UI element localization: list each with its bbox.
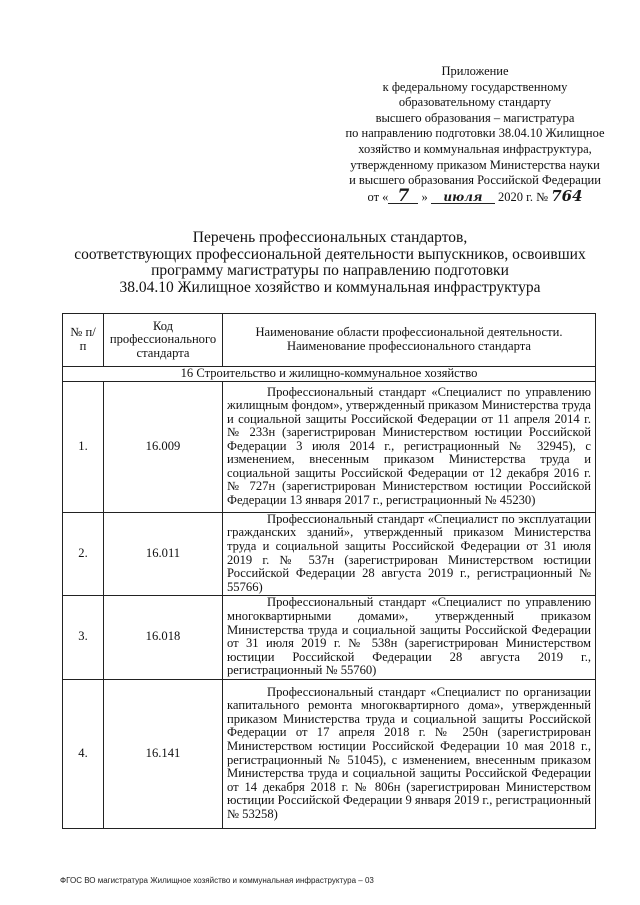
appendix-line: Приложение [441, 64, 509, 78]
row-code: 16.009 [104, 381, 223, 512]
row-num: 3. [63, 595, 104, 679]
row-description: Профессиональный стандарт «Специалист по организации капитального ремонта многоквартирного дома», утвержденный приказом Министерства труда и социальной защиты Российской Федерации от 17 апреля 2018 г. № 250н (зарегистрирован Министерством юстиции Российской Федерации 10 мая 2018 г., регистрационный № 51045), с изменением, внесенным приказом Министерства труда и социальной защиты Российской Федерации от 14 декабря 2018 г. № 806н (зарегистрирован Министерством юстиции Российской Федерации 9 января 2019 г., регистрационный № 53258) [223, 679, 596, 828]
appendix-block [330, 64, 620, 205]
date-month-field [431, 191, 495, 204]
standards-table [62, 313, 596, 829]
header-code: Код профессионального стандарта [104, 314, 223, 367]
row-description: Профессиональный стандарт «Специалист по эксплуатации гражданских зданий», утвержденный приказом Министерства труда и социальной защиты Российской Федерации от 31 июля 2019 г. № 537н (зарегистрирован Министерством юстиции Российской Федерации 28 августа 2019 г., регистрационный № 55766) [223, 512, 596, 595]
section-title: 16 Строительство и жилищно-коммунальное хозяйство [63, 367, 596, 382]
title-line: Перечень профессиональных стандартов, [192, 229, 468, 246]
date-month-handwritten: июля [443, 189, 483, 204]
row-num: 2. [63, 512, 104, 595]
date-year: 2020 г. № [498, 189, 549, 204]
header-name: Наименование области профессиональной деятельности. Наименование профессионального стандарта [223, 314, 596, 367]
order-number-handwritten: 764 [551, 186, 583, 205]
title-line: соответствующих профессиональной деятельности выпускников, освоивших [74, 245, 586, 263]
appendix-line: высшего образования – магистратура [375, 110, 575, 125]
date-mid: » [421, 189, 428, 204]
table-header-row [63, 314, 596, 367]
row-num: 4. [63, 679, 104, 828]
date-day-field [388, 185, 418, 206]
appendix-line: образовательному стандарту [398, 95, 552, 110]
row-num: 1. [63, 381, 104, 512]
row-code: 16.141 [104, 679, 223, 828]
appendix-line: и высшего образования Российской Федерации [349, 173, 601, 188]
table-row [63, 679, 596, 828]
appendix-line: хозяйство и коммунальная инфраструктура, [358, 141, 592, 156]
section-row [63, 367, 596, 382]
title-line: 38.04.10 Жилищное хозяйство и коммунальная инфраструктура [119, 278, 541, 296]
row-code: 16.011 [104, 512, 223, 595]
appendix-line: утвержденному приказом Министерства науки [350, 157, 600, 172]
table-row [63, 512, 596, 595]
page-footer: ФГОС ВО магистратура Жилищное хозяйство и коммунальная инфраструктура – 03 [60, 876, 374, 885]
date-prefix: от « [367, 189, 389, 204]
appendix-line: к федеральному государственному [382, 79, 568, 94]
row-description: Профессиональный стандарт «Специалист по управлению жилищным фондом», утвержденный приказом Министерства труда и социальной защиты Российской Федерации от 11 апреля 2014 г. № 233н (зарегистрирован Министерством юстиции Российской Федерации 3 июля 2014 г., регистрационный № 32945), с изменением, внесенным приказом Министерства труда и социальной защиты Российской Федерации от 12 декабря 2016 г. № 727н (зарегистрирован Министерством юстиции Российской Федерации 13 января 2017 г., регистрационный № 45230) [223, 381, 596, 512]
date-day-handwritten: 7 [397, 185, 410, 206]
appendix-line: по направлению подготовки 38.04.10 Жилищное [345, 126, 605, 141]
table-row [63, 381, 596, 512]
table-row [63, 595, 596, 679]
row-code: 16.018 [104, 595, 223, 679]
title-line: программу магистратуры по направлению подготовки [151, 262, 509, 280]
header-num: № п/п [63, 314, 104, 367]
document-title [60, 230, 600, 296]
order-date-line [330, 185, 620, 206]
row-description: Профессиональный стандарт «Специалист по управлению многоквартирными домами», утвержденный приказом Министерства труда и социальной защиты Российской Федерации от 31 июля 2019 г. № 538н (зарегистрирован Министерством юстиции Российской Федерации 28 августа 2019 г., регистрационный № 55760) [223, 595, 596, 679]
